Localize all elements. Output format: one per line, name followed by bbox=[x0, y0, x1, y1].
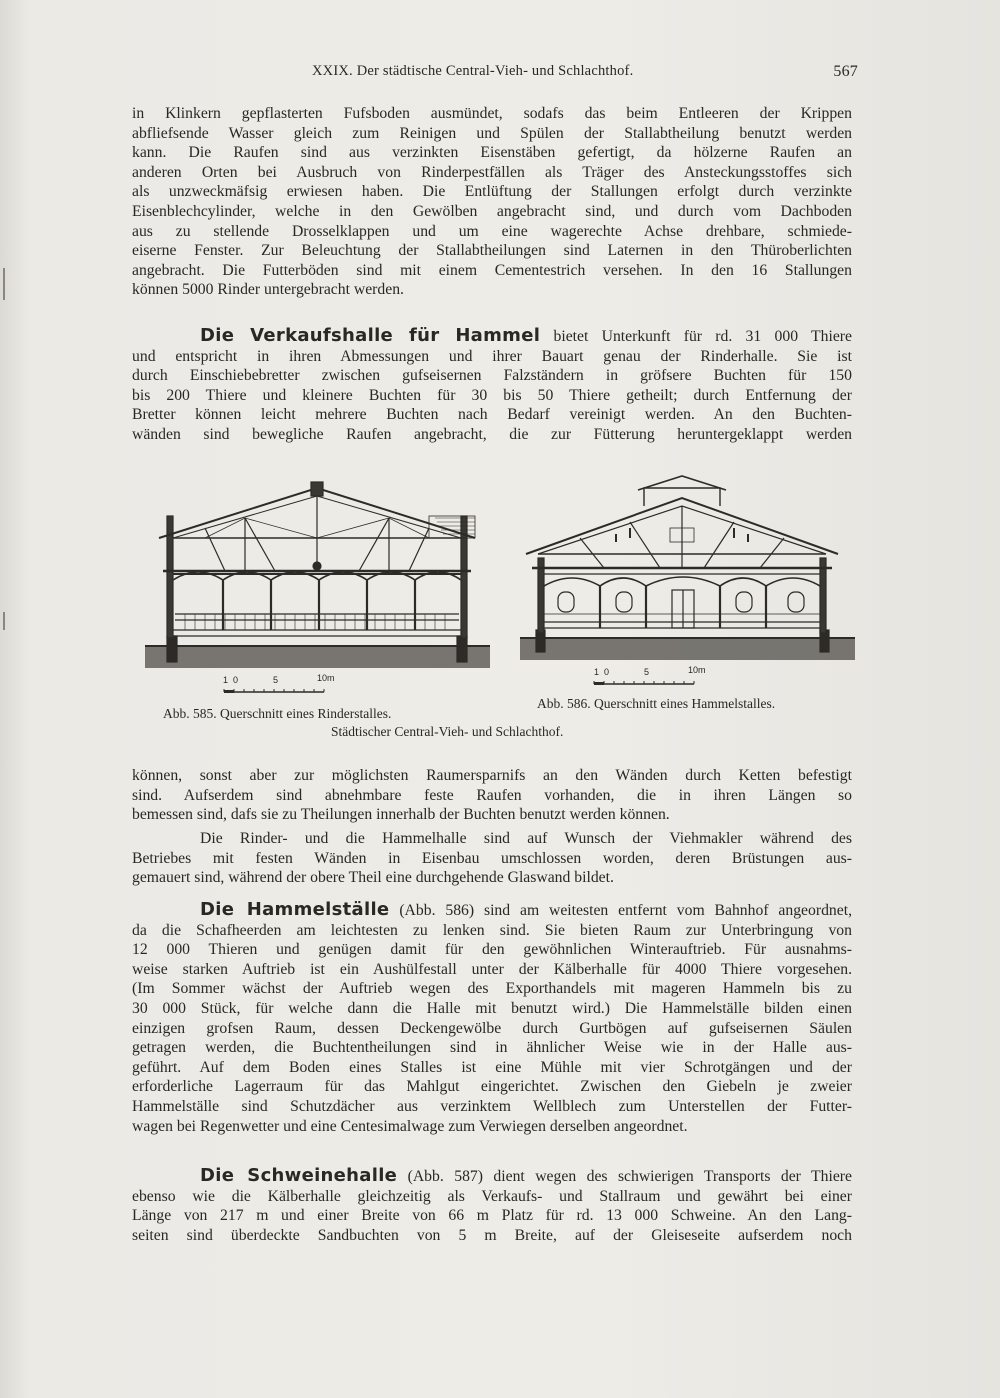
text-line: Eisenblechcylinder, welche in den Gewölben angebracht sind, und durch vom Dachboden bbox=[132, 202, 852, 220]
text-line bbox=[132, 900, 852, 921]
scale-label: 5 bbox=[273, 675, 279, 685]
text-line: geführt. Auf dem Boden eines Stalles ist eine Mühle mit vier Schrotgängen und der bbox=[132, 1058, 852, 1076]
scale-label: 0 bbox=[233, 675, 239, 685]
text-line: Länge von 217 m und einer Breite von 66 m Platz für rd. 13 000 Schweine. An den Lang- bbox=[132, 1207, 852, 1225]
margin-mark bbox=[3, 268, 5, 300]
scale-label: 10m bbox=[688, 665, 706, 675]
text-line: abfliefsende Wasser gleich zum Reinigen und Spülen der Stallabtheilung benutzt werden bbox=[132, 124, 852, 142]
text-line: bemessen sind, dafs sie zu Theilungen innerhalb der Buchten benutzt werden können. bbox=[132, 806, 670, 824]
text-line: in Klinkern gepflasterten Fufsboden ausmündet, sodafs das beim Entleeren der Krippen bbox=[132, 105, 852, 122]
section-heading: Die Schweinehalle bbox=[200, 1165, 398, 1186]
text-line: Hammelställe sind Schutzdächer aus verzinktem Wellblech zum Unterstellen der Futter- bbox=[132, 1097, 852, 1115]
text-line: angebracht. Die Futterböden sind mit einem Cementestrich versehen. In den 16 Stallungen bbox=[132, 261, 852, 279]
figure-585-rinderstall-section bbox=[145, 468, 495, 683]
text-line: aus zu stellende Drosselklappen und um eine wagerechte Achse drehbare, schmiede- bbox=[132, 222, 852, 240]
text-line: weise starken Auftrieb ist ein Aushülfestall unter der Kälberhalle für 4000 Thiere vorgesehen. bbox=[132, 960, 852, 978]
paragraph-hammelstaelle bbox=[132, 900, 852, 1136]
text-line: (Im Sommer wächst der Auftrieb wegen des Exporthandels mit mageren Hammeln bis zu bbox=[132, 980, 852, 998]
text-line: Betriebes mit festen Wänden in Eisenbau umschlossen worden, deren Brüstungen aus- bbox=[132, 849, 852, 867]
text-line: anderen Orten bei Ausbruch von Rinderpestfällen als Träger des Ansteckungsstoffes sich bbox=[132, 163, 852, 181]
text-line: 30 000 Stück, für welche dann die Halle mit benutzt wird.) Die Hammelställe bilden einen bbox=[132, 999, 852, 1017]
text-line: können 5000 Rinder untergebracht werden. bbox=[132, 281, 404, 299]
paragraph-stall-details bbox=[132, 104, 852, 300]
paragraph-schweinehalle bbox=[132, 1166, 852, 1245]
text-line: Bretter können leicht mehrere Buchten nach Bedarf vereinigt werden. An den Buchten- bbox=[132, 406, 852, 424]
text-line bbox=[132, 326, 852, 347]
heading-continuation: (Abb. 586) sind am weitesten entfernt vom Bahnhof angeordnet, bbox=[399, 902, 853, 919]
scale-label: 10m bbox=[317, 673, 335, 683]
text-line: eiserne Fenster. Zur Beleuchtung der Stallabtheilungen sind Laternen in den Thüroberlichten bbox=[132, 242, 852, 260]
text-line: einzigen grofsen Raum, dessen Deckengewölbe durch Gurtbögen auf gufseisernen Säulen bbox=[132, 1019, 852, 1037]
figure-caption-586: Abb. 586. Querschnitt eines Hammelstalles. bbox=[537, 696, 776, 711]
margin-mark bbox=[3, 612, 5, 630]
text-line: da die Schafheerden am leichtesten zu lenken sind. Sie bieten Raum zur Unterbringung von bbox=[132, 921, 852, 939]
running-title: XXIX. Der städtische Central-Vieh- und Schlachthof. bbox=[312, 63, 634, 79]
text-line bbox=[132, 1166, 852, 1187]
text-line: bis 200 Thiere und kleinere Buchten für 30 bis 50 Thiere getheilt; durch Entfernung der bbox=[132, 386, 852, 404]
section-heading: Die Verkaufshalle für Hammel bbox=[200, 325, 541, 346]
paragraph-raufen bbox=[132, 766, 852, 825]
text-line: wänden sind bewegliche Raufen angebracht, die zur Fütterung heruntergeklappt werden bbox=[132, 425, 852, 443]
heading-continuation: bietet Unterkunft für rd. 31 000 Thiere bbox=[553, 328, 852, 345]
text-line: 12 000 Thieren und genügen damit für den gewöhnlichen Winterauftrieb. Für ausnahms- bbox=[132, 941, 852, 959]
text-line: können, sonst aber zur möglichsten Raumersparnifs an den Wänden durch Ketten befestigt bbox=[132, 767, 852, 784]
text-line: erforderliche Lagerraum für das Mahlgut eingerichtet. Zwischen den Giebeln je zweier bbox=[132, 1078, 852, 1096]
text-line: getragen werden, die Buchtentheilungen sind in ähnlicher Weise wie in der Halle aus- bbox=[132, 1039, 852, 1057]
text-line: kann. Die Raufen sind aus verzinkten Eisenstäben gefertigt, da hölzerne Raufen an bbox=[132, 144, 852, 162]
paragraph-eisenbau bbox=[132, 829, 852, 888]
text-line: wagen bei Regenwetter und eine Centesimalwage zum Verwiegen derselben angeordnet. bbox=[132, 1117, 688, 1135]
text-line: Die Rinder- und die Hammelhalle sind auf Wunsch der Viehmakler während des bbox=[200, 830, 852, 847]
scale-label: 5 bbox=[644, 667, 650, 677]
scale-label: 1 bbox=[594, 667, 600, 677]
section-heading: Die Hammelställe bbox=[200, 899, 390, 920]
figure-block bbox=[145, 468, 865, 743]
rinderstall-drawing bbox=[145, 468, 495, 683]
heading-continuation: (Abb. 587) dient wegen des schwierigen Transports der Thiere bbox=[407, 1168, 852, 1185]
page-number: 567 bbox=[833, 63, 858, 80]
hammelstall-drawing bbox=[520, 468, 865, 673]
text-line: als unzweckmäfsig erwiesen haben. Die Entlüftung der Stallungen erfolgt durch verzinkte bbox=[132, 183, 852, 201]
page-header bbox=[132, 63, 858, 87]
figure-caption-585: Abb. 585. Querschnitt eines Rinderstalles. bbox=[163, 706, 392, 721]
scale-label: 0 bbox=[604, 667, 610, 677]
paragraph-verkaufshalle bbox=[132, 326, 852, 445]
text-line: sind. Aufserdem sind abnehmbare feste Raufen vorhanden, die in ihren Längen so bbox=[132, 786, 852, 804]
figure-586-hammelstall-section bbox=[520, 468, 865, 677]
scale-label: 1 bbox=[223, 675, 229, 685]
figure-shared-caption: Städtischer Central-Vieh- und Schlachthof. bbox=[331, 724, 564, 739]
text-line: durch Einschiebebretter zwischen gufseisernen Falzständern in gröfsere Buchten für 150 bbox=[132, 367, 852, 385]
text-line: ebenso wie die Kälberhalle gleichzeitig als Verkaufs- und Stallraum und gewährt bei einer bbox=[132, 1187, 852, 1205]
text-line: gemauert sind, während der obere Theil eine durchgehende Glaswand bildet. bbox=[132, 869, 614, 887]
text-line: seiten sind überdeckte Sandbuchten von 5 m Breite, auf der Gleiseseite aufserdem noch bbox=[132, 1226, 852, 1244]
text-line: und entspricht in ihren Abmessungen und ihrer Bauart genau der Rinderhalle. Sie ist bbox=[132, 347, 852, 365]
